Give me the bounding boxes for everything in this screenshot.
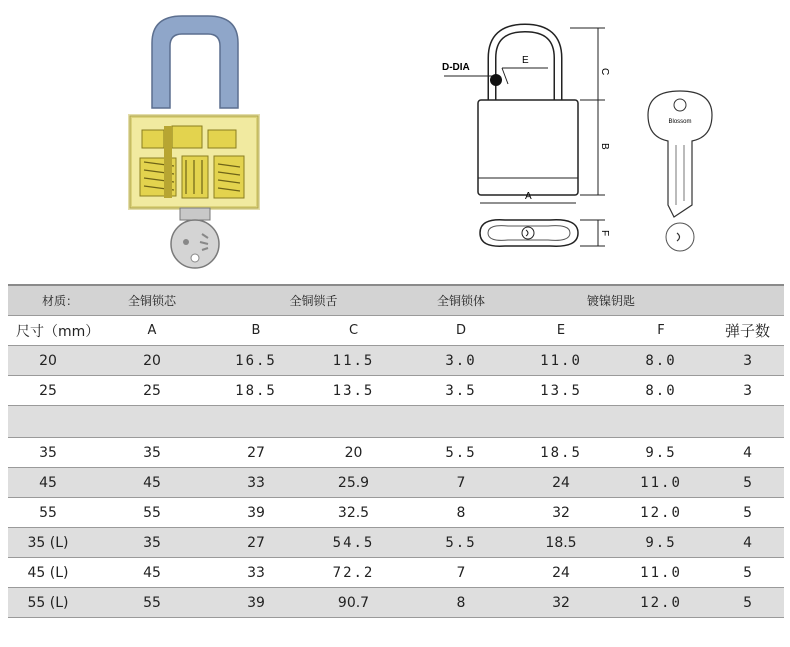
cell-e: 11.0 (511, 346, 611, 376)
header-row (8, 316, 784, 346)
cell-e: 32 (511, 498, 611, 528)
cell-b: 39 (216, 498, 296, 528)
cell-pins: 5 (711, 468, 784, 498)
cell-f: 8.0 (611, 376, 711, 406)
cell-pins: 5 (711, 498, 784, 528)
table-row (8, 468, 784, 498)
cell-d: 3.0 (411, 346, 511, 376)
material-cell: 全铜锁体 (411, 285, 511, 316)
cell-e: 13.5 (511, 376, 611, 406)
cell-e: 24 (511, 468, 611, 498)
key-drawing (640, 85, 720, 255)
table-row (8, 376, 784, 406)
cell-f: 9.5 (611, 528, 711, 558)
cell-pins: 5 (711, 588, 784, 618)
label-b: B (599, 143, 610, 150)
material-cell-empty (711, 285, 784, 316)
cell-c: 32.5 (296, 498, 411, 528)
cell-f: 12.0 (611, 588, 711, 618)
header-e: E (511, 316, 611, 346)
dimension-drawing (430, 18, 620, 268)
cell-size: 35 (L) (8, 528, 88, 558)
label-e: E (522, 55, 529, 66)
cell-a: 25 (88, 376, 216, 406)
cell-b: 18.5 (216, 376, 296, 406)
cell-d: 5.5 (411, 438, 511, 468)
cell-f: 9.5 (611, 438, 711, 468)
material-cell: 镀镍钥匙 (511, 285, 711, 316)
table-row (8, 498, 784, 528)
spec-table (8, 284, 784, 618)
cell-e: 24 (511, 558, 611, 588)
cell-a: 55 (88, 498, 216, 528)
padlock-photo (120, 8, 270, 273)
cell-a: 45 (88, 468, 216, 498)
cell-size: 20 (8, 346, 88, 376)
cell-d: 8 (411, 498, 511, 528)
cell-a: 35 (88, 528, 216, 558)
cell-pins: 4 (711, 528, 784, 558)
cell-size: 35 (8, 438, 88, 468)
cell-pins: 4 (711, 438, 784, 468)
material-cell: 全铜锁舌 (216, 285, 411, 316)
cell-c: 13.5 (296, 376, 411, 406)
cell-d: 3.5 (411, 376, 511, 406)
cell-b: 16.5 (216, 346, 296, 376)
cell-c: 72.2 (296, 558, 411, 588)
d-dia-label: D-DIA (442, 62, 470, 73)
cell-b: 27 (216, 528, 296, 558)
cell-c: 20 (296, 438, 411, 468)
cell-pins: 3 (711, 376, 784, 406)
header-f: F (611, 316, 711, 346)
cell-a: 35 (88, 438, 216, 468)
cell-size: 45 (8, 468, 88, 498)
cell-b: 33 (216, 558, 296, 588)
label-f: F (599, 230, 610, 237)
cell-d: 8 (411, 588, 511, 618)
cell-a: 20 (88, 346, 216, 376)
cell-size: 25 (8, 376, 88, 406)
material-row (8, 285, 784, 316)
cell-a: 55 (88, 588, 216, 618)
illustration-area (0, 0, 790, 280)
cell-b: 33 (216, 468, 296, 498)
cell-size: 55 (8, 498, 88, 528)
header-c: C (296, 316, 411, 346)
cell-f: 11.0 (611, 468, 711, 498)
material-label: 材质： (8, 285, 88, 316)
cell-c: 54.5 (296, 528, 411, 558)
cell-e: 32 (511, 588, 611, 618)
cell-size: 45 (L) (8, 558, 88, 588)
cell-b: 39 (216, 588, 296, 618)
label-c: C (599, 68, 610, 76)
material-cell: 全铜锁芯 (88, 285, 216, 316)
cell-pins: 3 (711, 346, 784, 376)
header-b: B (216, 316, 296, 346)
key-brand-label: Blossom (668, 119, 692, 125)
cell-b: 27 (216, 438, 296, 468)
cell-d: 7 (411, 468, 511, 498)
table-row (8, 588, 784, 618)
header-size: 尺寸（mm） (8, 316, 88, 346)
table-row (8, 346, 784, 376)
cell-pins: 5 (711, 558, 784, 588)
cell-size: 55 (L) (8, 588, 88, 618)
cell-e: 18.5 (511, 528, 611, 558)
table-row (8, 528, 784, 558)
cell-d: 7 (411, 558, 511, 588)
empty-row (8, 406, 784, 438)
header-d: D (411, 316, 511, 346)
cell-c: 25.9 (296, 468, 411, 498)
cell-f: 8.0 (611, 346, 711, 376)
cell-f: 11.0 (611, 558, 711, 588)
cell-c: 90.7 (296, 588, 411, 618)
cell-f: 12.0 (611, 498, 711, 528)
empty-cell (8, 406, 784, 438)
cell-c: 11.5 (296, 346, 411, 376)
header-a: A (88, 316, 216, 346)
cell-a: 45 (88, 558, 216, 588)
cell-d: 5.5 (411, 528, 511, 558)
label-a: A (525, 191, 532, 202)
cell-e: 18.5 (511, 438, 611, 468)
header-pins: 弹子数 (711, 316, 784, 346)
table-row (8, 438, 784, 468)
table-row (8, 558, 784, 588)
